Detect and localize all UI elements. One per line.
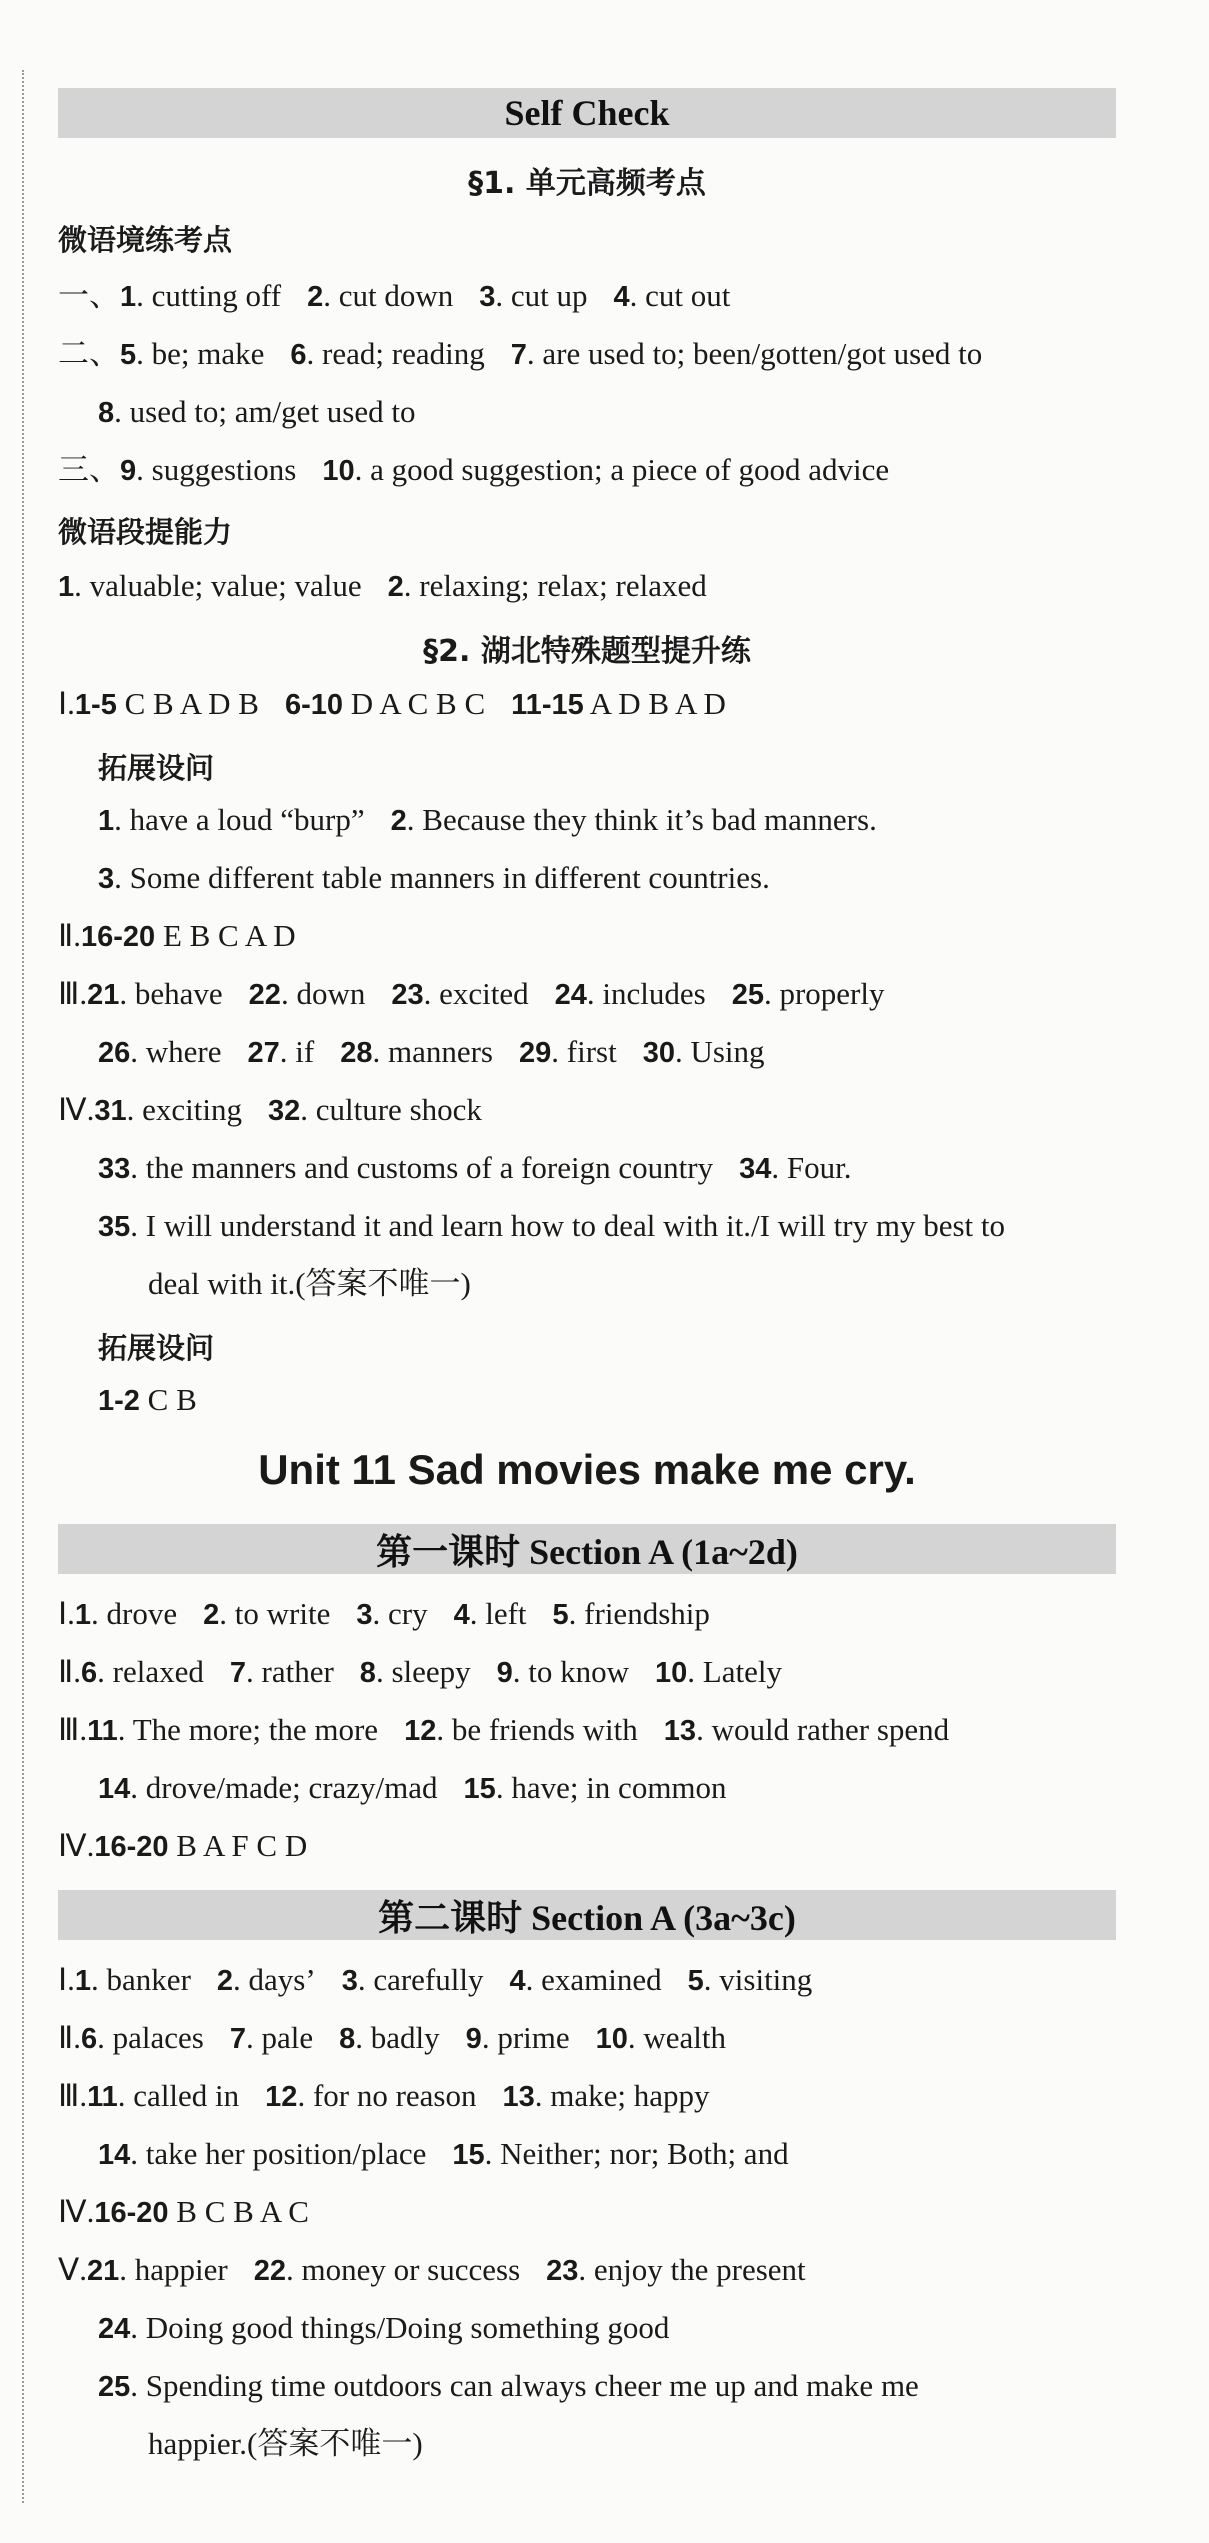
roman-label: Ⅰ. [58, 1962, 75, 1997]
extension-heading: 拓展设问 [98, 751, 215, 785]
answer-line: 8. used to; am/get used to [98, 394, 416, 429]
answer-line: Ⅱ.6. relaxed 7. rather 8. sleepy 9. to know 10. Lately [58, 1654, 782, 1689]
roman-label: Ⅱ. [58, 918, 82, 953]
roman-label: 三、 [58, 452, 120, 487]
roman-label: Ⅲ. [58, 2078, 88, 2113]
answer-line: happier.(答案不唯一) [148, 2426, 423, 2461]
answer-line: 一、1. cutting off 2. cut down 3. cut up 4. cut out [58, 278, 731, 313]
answer-line: Ⅰ.1-5 C B A D B 6-10 D A C B C 11-15 A D B A D [58, 686, 726, 721]
extension-heading: 拓展设问 [98, 1331, 215, 1365]
answer-line: 14. take her position/place 15. Neither; nor; Both; and [98, 2136, 789, 2171]
roman-label: Ⅳ. [58, 1092, 95, 1127]
answer-line: 25. Spending time outdoors can always cheer me up and make me [98, 2368, 919, 2403]
answer-line: 24. Doing good things/Doing something good [98, 2310, 670, 2345]
answer-line: Ⅳ.16-20 B C B A C [58, 2194, 309, 2229]
roman-label: 一、 [58, 278, 120, 313]
answer-line: Ⅳ.31. exciting 32. culture shock [58, 1092, 482, 1127]
answer-line: 33. the manners and customs of a foreign country 34. Four. [98, 1150, 852, 1185]
answer-line: 1-2 C B [98, 1382, 197, 1417]
answer-line: Ⅳ.16-20 B A F C D [58, 1828, 308, 1863]
answer-line: Ⅲ.11. called in 12. for no reason 13. make; happy [58, 2078, 710, 2113]
roman-label: Ⅰ. [58, 686, 75, 721]
answer-line: 3. Some different table manners in different countries. [98, 860, 770, 895]
lesson-2-banner [58, 1890, 1116, 1940]
answer-line: 14. drove/made; crazy/mad 15. have; in common [98, 1770, 727, 1805]
roman-label: Ⅱ. [58, 2020, 82, 2055]
answer-line: Ⅰ.1. banker 2. days’ 3. carefully 4. examined 5. visiting [58, 1962, 813, 1997]
roman-label: Ⅳ. [58, 1828, 95, 1863]
self-check-banner [58, 88, 1116, 138]
answer-line: Ⅱ.16-20 E B C A D [58, 918, 296, 953]
answer-line: 1. have a loud “burp” 2. Because they think it’s bad manners. [98, 802, 877, 837]
section-2-heading: §2. 湖北特殊题型提升练 [423, 634, 751, 669]
section-1-heading: §1. 单元高频考点 [468, 166, 706, 201]
unit-title: Unit 11 Sad movies make me cry. [258, 1446, 916, 1493]
roman-label: Ⅳ. [58, 2194, 95, 2229]
roman-label: Ⅱ. [58, 1654, 82, 1689]
self-check-title: Self Check [504, 93, 670, 133]
answer-line: 三、9. suggestions 10. a good suggestion; a piece of good advice [58, 452, 890, 487]
answer-line: Ⅱ.6. palaces 7. pale 8. badly 9. prime 10. wealth [58, 2020, 727, 2055]
roman-label: Ⅲ. [58, 976, 88, 1011]
lesson-1-banner [58, 1524, 1116, 1574]
answer-line: 26. where 27. if 28. manners 29. first 30. Using [98, 1034, 765, 1069]
micro-paragraph-heading: 微语段提能力 [58, 515, 233, 549]
roman-label: 二、 [58, 336, 120, 371]
micro-context-heading: 微语境练考点 [58, 223, 233, 257]
answer-line: 二、5. be; make 6. read; reading 7. are used to; been/gotten/got used to [58, 336, 983, 371]
answer-line: Ⅲ.21. behave 22. down 23. excited 24. includes 25. properly [58, 976, 885, 1011]
roman-label: Ⅴ. [58, 2252, 87, 2287]
answer-line: Ⅲ.11. The more; the more 12. be friends with 13. would rather spend [58, 1712, 950, 1747]
roman-label: Ⅰ. [58, 1596, 75, 1631]
answer-line: 35. I will understand it and learn how to deal with it./I will try my best to [98, 1208, 1006, 1243]
binding-margin [22, 70, 24, 2503]
roman-label: Ⅲ. [58, 1712, 88, 1747]
answer-line: 1. valuable; value; value 2. relaxing; relax; relaxed [58, 568, 707, 603]
answer-line: deal with it.(答案不唯一) [148, 1266, 471, 1301]
lesson-1-title: 第一课时 Section A (1a~2d) [376, 1531, 798, 1572]
answer-line: Ⅰ.1. drove 2. to write 3. cry 4. left 5. friendship [58, 1596, 710, 1631]
lesson-2-title: 第二课时 Section A (3a~3c) [378, 1897, 796, 1938]
answer-line: Ⅴ.21. happier 22. money or success 23. enjoy the present [58, 2252, 806, 2287]
